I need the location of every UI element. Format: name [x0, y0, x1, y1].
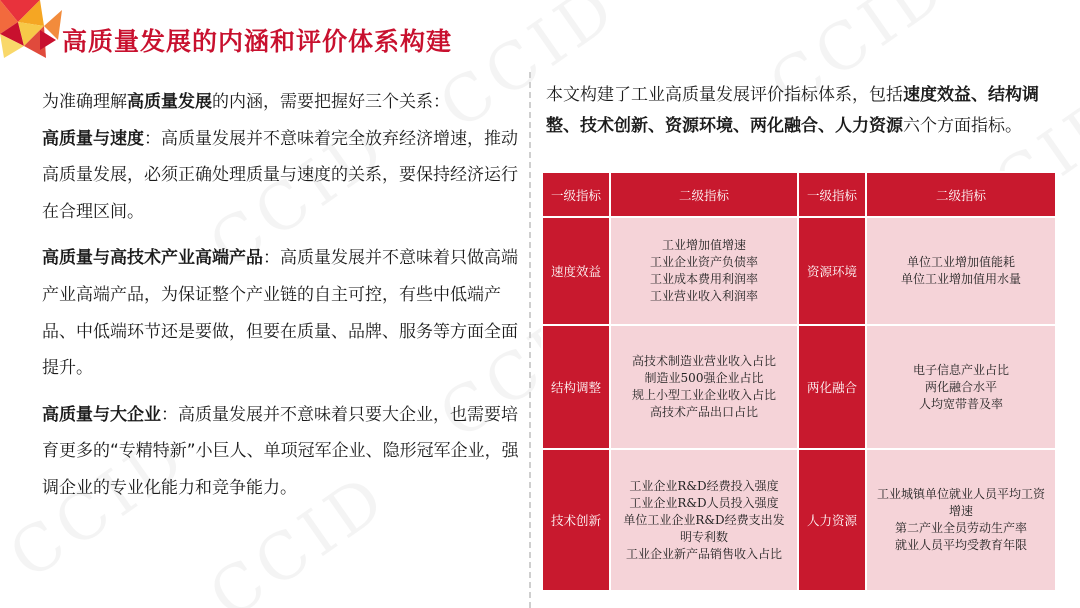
level1-cell: 人力资源 — [798, 449, 866, 591]
page-title: 高质量发展的内涵和评价体系构建 — [62, 27, 453, 56]
level1-cell: 速度效益 — [542, 217, 610, 325]
level1-cell: 资源环境 — [798, 217, 866, 325]
header-level2: 二级指标 — [866, 172, 1056, 217]
level1-cell: 技术创新 — [542, 449, 610, 591]
header-level1: 一级指标 — [798, 172, 866, 217]
level2-cell: 工业增加值增速 工业企业资产负债率 工业成本费用利润率 工业营业收入利润率 — [610, 217, 798, 325]
header-level2: 二级指标 — [610, 172, 798, 217]
indicator-table — [541, 171, 1057, 592]
relation-paragraph: 高质量与速度：高质量发展并不意味着完全放弃经济增速，推动高质量发展，必须正确处理质量与速度的关系，要保持经济运行在合理区间。 — [42, 128, 518, 222]
right-intro-paragraph: 本文构建了工业高质量发展评价指标体系，包括速度效益、结构调整、技术创新、资源环境、两化融合、人力资源六个方面指标。 — [546, 85, 1039, 136]
relation-paragraph: 高质量与高技术产业高端产品：高质量发展并不意味着只做高端产业高端产品，为保证整个产业链的自主可控，有些中低端产品、中低端环节还是要做，但要在质量、品牌、服务等方面全面提升。 — [42, 248, 518, 379]
relation-paragraph: 高质量与大企业：高质量发展并不意味着只要大企业，也需要培育更多的“专精特新”小巨人、单项冠军企业、隐形冠军企业，强调企业的专业化能力和竞争能力。 — [42, 404, 519, 498]
level1-cell: 两化融合 — [798, 325, 866, 449]
left-text-column — [42, 84, 520, 507]
table-row — [542, 325, 1056, 449]
title-bullet-icon — [40, 30, 56, 50]
level2-cell: 单位工业增加值能耗 单位工业增加值用水量 — [866, 217, 1056, 325]
relation-label: 高质量与大企业 — [42, 404, 161, 425]
level1-cell: 结构调整 — [542, 325, 610, 449]
table-row — [542, 217, 1056, 325]
level2-cell: 电子信息产业占比 两化融合水平 人均宽带普及率 — [866, 325, 1056, 449]
relation-label: 高质量与速度 — [42, 128, 144, 149]
level2-cell: 高技术制造业营业收入占比 制造业500强企业占比 规上小型工业企业收入占比 高技术产品出口占比 — [610, 325, 798, 449]
table-header-row — [542, 172, 1056, 217]
table-row — [542, 449, 1056, 591]
header-level1: 一级指标 — [542, 172, 610, 217]
relation-label: 高质量与高技术产业高端产品 — [42, 248, 263, 269]
column-divider — [529, 72, 531, 608]
level2-cell: 工业企业R&D经费投入强度 工业企业R&D人员投入强度 单位工业企业R&D经费支出发明专利数 工业企业新产品销售收入占比 — [610, 449, 798, 591]
intro-paragraph: 为准确理解高质量发展的内涵，需要把握好三个关系： — [42, 92, 450, 112]
level2-cell: 工业城镇单位就业人员平均工资增速 第二产业全员劳动生产率 就业人员平均受教育年限 — [866, 449, 1056, 591]
